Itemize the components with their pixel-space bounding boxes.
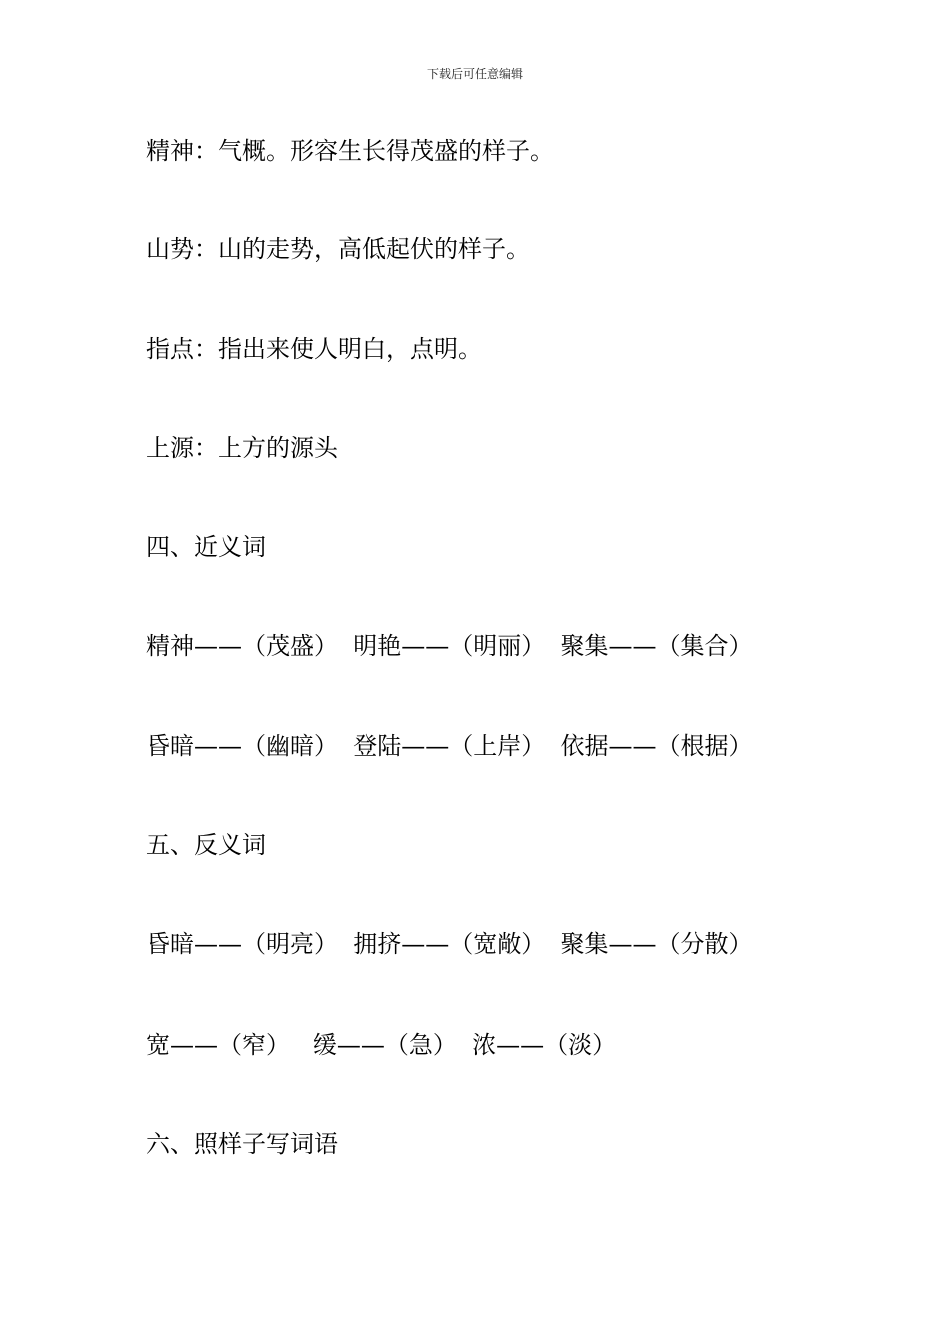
antonyms-row-1: 昏暗——（明亮） 拥挤——（宽敞） 聚集——（分散）: [146, 930, 753, 958]
synonyms-row-1: 精神——（茂盛） 明艳——（明丽） 聚集——（集合）: [146, 632, 753, 660]
section-heading-examples: 六、照样子写词语: [146, 1130, 338, 1158]
definition-shangyuan: 上源：上方的源头: [146, 434, 338, 462]
definition-zhidian: 指点：指出来使人明白，点明。: [146, 335, 482, 363]
section-heading-antonyms: 五、反义词: [146, 831, 266, 859]
synonyms-row-2: 昏暗——（幽暗） 登陆——（上岸） 依据——（根据）: [146, 732, 753, 760]
definition-jingshen: 精神：气概。形容生长得茂盛的样子。: [146, 137, 554, 165]
section-heading-synonyms: 四、近义词: [146, 533, 266, 561]
definition-shanshi: 山势：山的走势，高低起伏的样子。: [146, 235, 530, 263]
page-header: 下载后可任意编辑: [426, 67, 523, 81]
antonyms-row-2: 宽——（窄） 缓——（急） 浓——（淡）: [146, 1031, 617, 1059]
